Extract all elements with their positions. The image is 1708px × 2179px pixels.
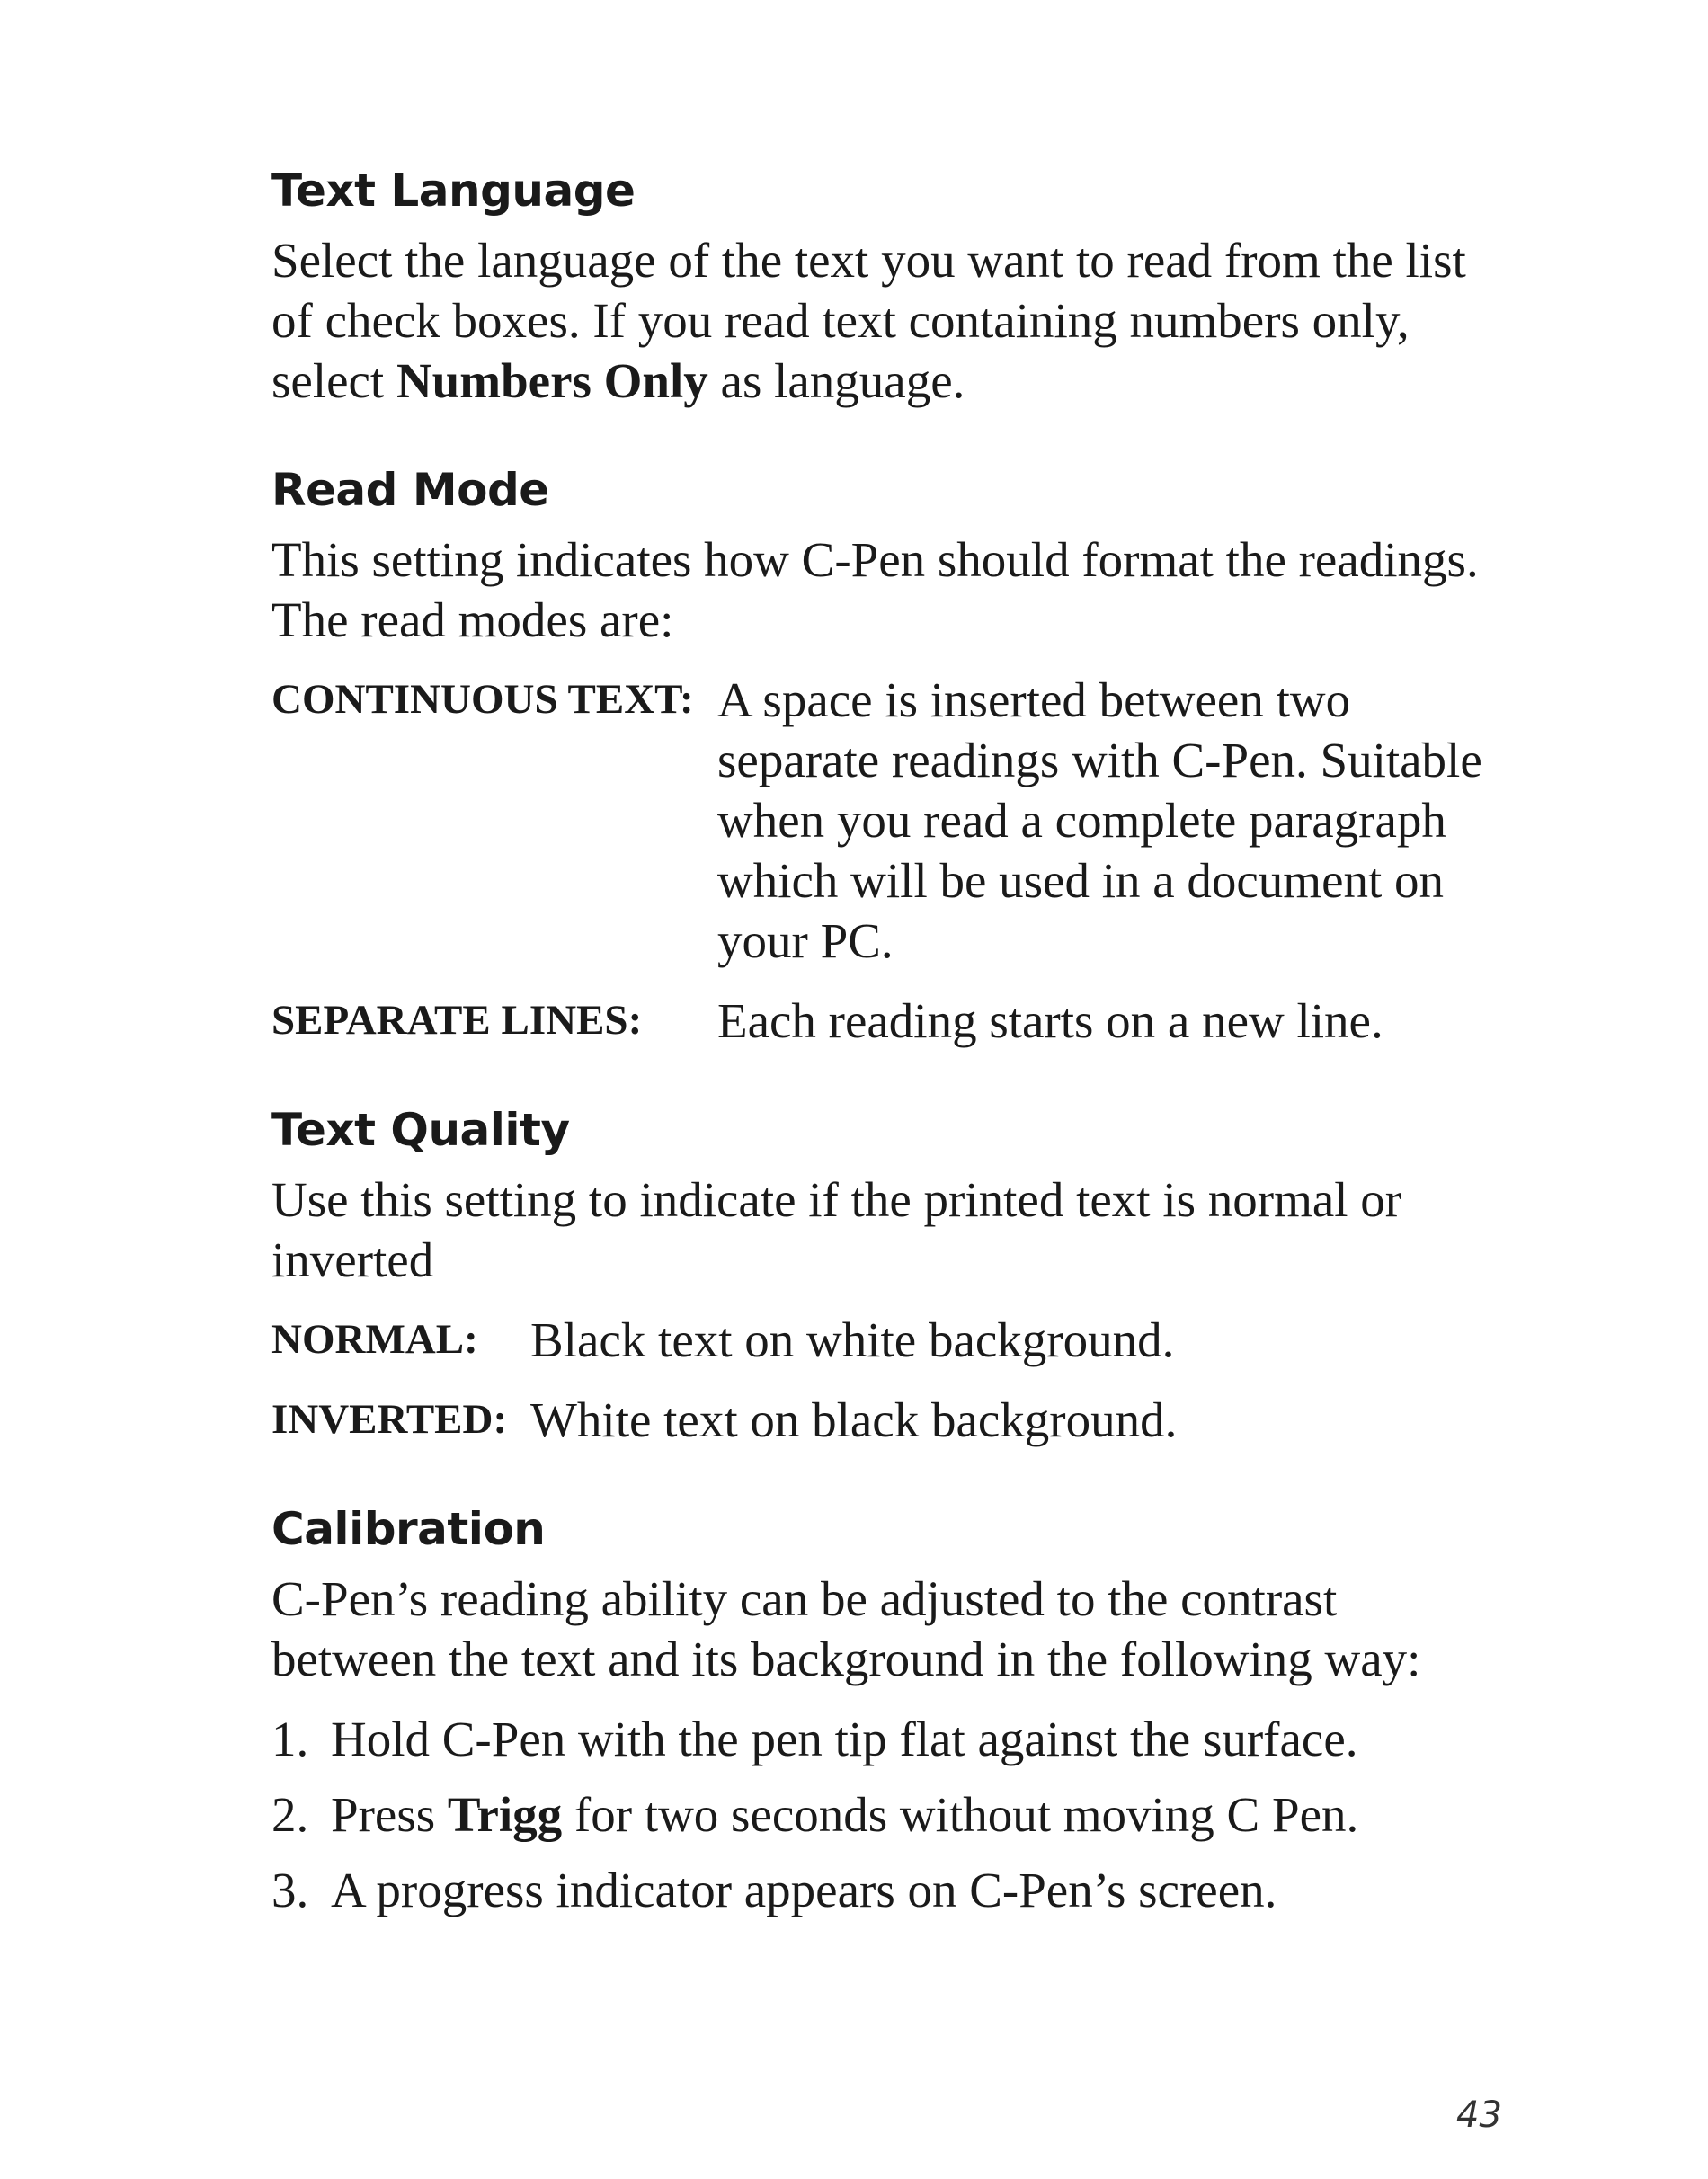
list-item [271,1709,1512,1769]
text-language-body-start: Select the language of the text you want to read from the list of check boxes. If you read text containing numbers only, select [271,233,1466,408]
calibration-intro: C-Pen’s reading ability can be adjusted to the contrast between the text and its background in the following way: [271,1571,1421,1686]
definition-description: Each reading starts on a new line. [717,993,1383,1048]
step-text-start: A progress indicator appears on C-Pen’s screen. [331,1863,1277,1917]
text-quality-definition [271,1390,1512,1450]
definition-description: White text on black background. [530,1392,1178,1447]
definition-term: SEPARATE LINES: [271,997,643,1044]
numbers-only-term: Numbers Only [396,353,708,408]
trigg-button-term: Trigg [447,1787,563,1842]
read-mode-section [271,461,1512,1051]
calibration-heading: Calibration [271,1503,546,1555]
text-quality-heading: Text Quality [271,1104,570,1156]
read-mode-definition [271,670,1512,971]
definition-term: INVERTED: [271,1396,508,1443]
step-text-start: Hold C-Pen with the pen tip flat against the surface. [331,1712,1358,1766]
step-text [331,1709,1358,1769]
definition-description: Black text on white background. [530,1312,1175,1367]
manual-page [271,162,1512,1970]
text-quality-intro: Use this setting to indicate if the printed text is normal or inverted [271,1172,1402,1287]
text-language-body-end: as language. [707,353,965,408]
step-text-start: Press [331,1787,448,1842]
calibration-section [271,1500,1512,1920]
text-language-heading: Text Language [271,165,636,217]
step-text-end: for two seconds without moving C Pen. [562,1787,1359,1842]
list-item [271,1784,1512,1845]
text-quality-definition [271,1310,1512,1370]
step-text [331,1860,1277,1920]
text-language-body [271,230,1512,411]
read-mode-heading: Read Mode [271,464,549,516]
step-text [331,1784,1358,1845]
calibration-steps [271,1709,1512,1920]
text-language-section [271,162,1512,411]
definition-description: A space is inserted between two separate readings with C-Pen. Suitable when you read a complete paragraph which will be used in a document on your PC. [717,672,1482,968]
read-mode-intro: This setting indicates how C-Pen should format the readings. The read modes are: [271,532,1479,647]
text-quality-section [271,1101,1512,1450]
step-number: 3. [271,1863,309,1917]
definition-term: NORMAL: [271,1316,478,1363]
page-number: 43 [1456,2095,1502,2136]
step-number: 1. [271,1712,309,1766]
step-number: 2. [271,1787,309,1842]
definition-term: CONTINUOUS TEXT: [271,676,694,723]
read-mode-definition [271,991,1512,1051]
list-item [271,1860,1512,1920]
